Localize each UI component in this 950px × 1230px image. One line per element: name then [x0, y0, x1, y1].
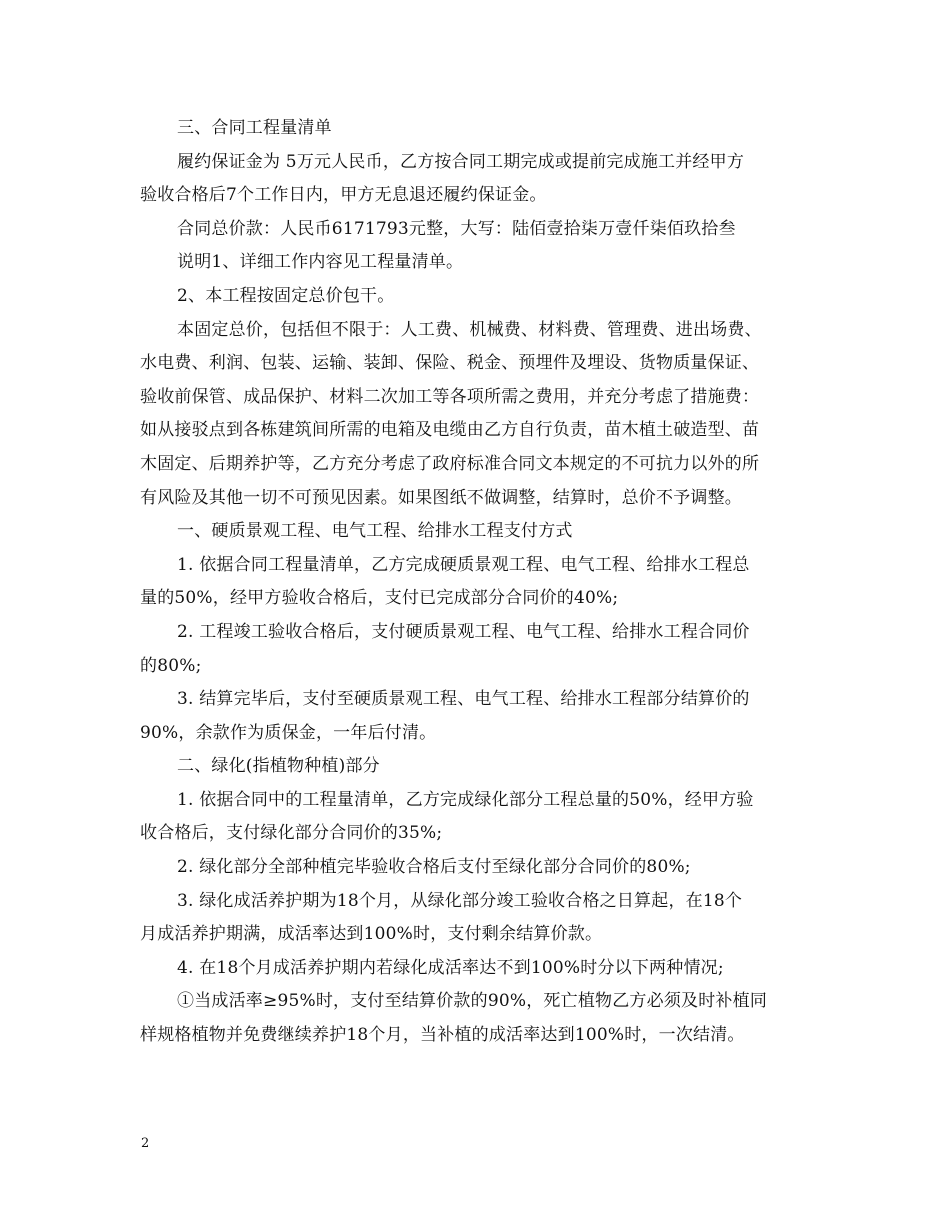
paragraph-line: 验收合格后7个工作日内，甲方无息退还履约保证金。 — [140, 185, 547, 206]
paragraph-line: 如从接驳点到各栋建筑间所需的电箱及电缆由乙方自行负责，苗木植土破造型、苗 — [140, 420, 760, 441]
paragraph-line: 月成活养护期满，成活率达到100%时，支付剩余结算价款。 — [140, 924, 603, 945]
paragraph-line: 有风险及其他一切不可预见因素。如果图纸不做调整，结算时，总价不予调整。 — [140, 487, 742, 508]
paragraph-line: 样规格植物并免费继续养护18个月，当补植的成活率达到100%时，一次结清。 — [140, 1025, 745, 1046]
paragraph-line: 本固定总价，包括但不限于：人工费、机械费、材料费、管理费、进出场费、 — [177, 319, 762, 340]
paragraph-line: 3. 绿化成活养护期为18个月，从绿化部分竣工验收合格之日算起，在18个 — [177, 890, 743, 911]
paragraph-line: 4. 在18个月成活养护期内若绿化成活率达不到100%时分以下两种情况; — [177, 957, 724, 978]
paragraph-line: 1. 依据合同工程量清单，乙方完成硬质景观工程、电气工程、给排水工程总 — [177, 554, 750, 575]
paragraph-line: 水电费、利润、包装、运输、装卸、保险、税金、预埋件及埋设、货物质量保证、 — [140, 353, 760, 374]
paragraph-line: 收合格后，支付绿化部分合同价的35%; — [140, 823, 443, 844]
paragraph-line: 2. 绿化部分全部种植完毕验收合格后支付至绿化部分合同价的80%; — [177, 857, 691, 878]
paragraph-line: 90%，余款作为质保金，一年后付清。 — [140, 722, 437, 743]
paragraph-line: ①当成活率≥95%时，支付至结算价款的90%，死亡植物乙方必须及时补植同 — [177, 991, 768, 1012]
paragraph-line: 履约保证金为 5万元人民币，乙方按合同工期完成或提前完成施工并经甲方 — [177, 151, 745, 172]
paragraph-line: 合同总价款：人民币6171793元整，大写：陆佰壹拾柒万壹仟柒佰玖拾叁 — [177, 218, 736, 239]
paragraph-line: 量的50%，经甲方验收合格后，支付已完成部分合同价的40%; — [140, 588, 619, 609]
paragraph-line: 1. 依据合同中的工程量清单，乙方完成绿化部分工程总量的50%，经甲方验 — [177, 789, 754, 810]
paragraph-line: 验收前保管、成品保护、材料二次加工等各项所需之费用，并充分考虑了措施费： — [140, 386, 760, 407]
paragraph-line: 3. 结算完毕后，支付至硬质景观工程、电气工程、给排水工程部分结算价的 — [177, 689, 750, 710]
paragraph-line: 2. 工程竣工验收合格后，支付硬质景观工程、电气工程、给排水工程合同价 — [177, 621, 750, 642]
document-body — [140, 112, 820, 1053]
heading-contract-quantity-list: 三、合同工程量清单 — [177, 118, 332, 138]
paragraph-line: 木固定、后期养护等，乙方充分考虑了政府标准合同文本规定的不可抗力以外的所 — [140, 453, 760, 474]
heading-hard-landscape-payment: 一、硬质景观工程、电气工程、给排水工程支付方式 — [177, 521, 573, 542]
page-number: 2 — [141, 1136, 150, 1151]
paragraph-line: 说明1、详细工作内容见工程量清单。 — [177, 252, 464, 273]
paragraph-line: 2、本工程按固定总价包干。 — [177, 285, 395, 306]
heading-greening-section: 二、绿化(指植物种植)部分 — [177, 756, 380, 777]
paragraph-line: 的80%; — [140, 655, 202, 676]
